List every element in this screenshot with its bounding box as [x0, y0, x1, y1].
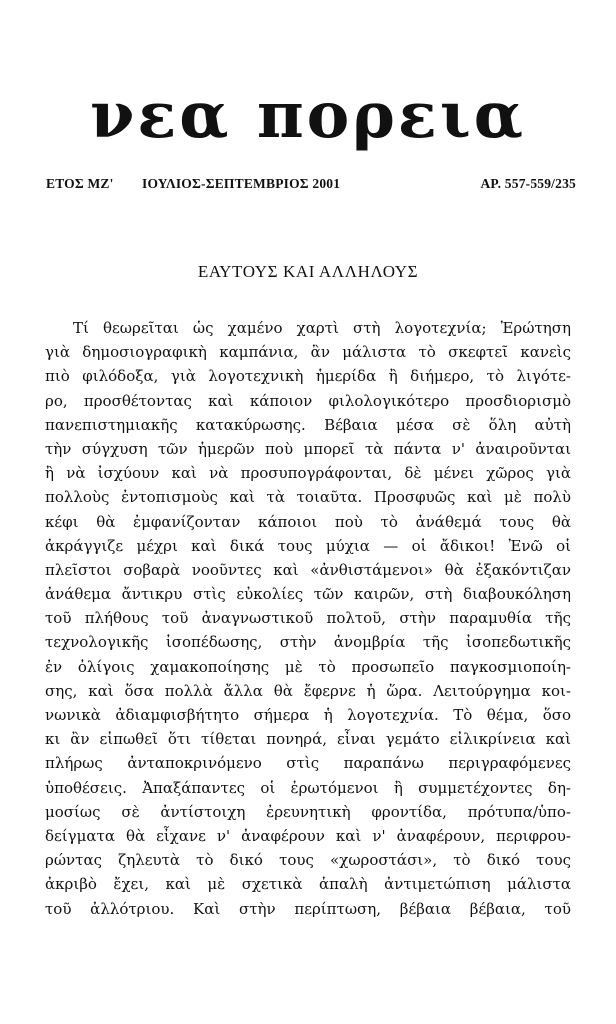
text-line: τοῦ πλήθους τοῦ ἀναγνωστικοῦ πολτοῦ, στὴν παραμυθία τῆς: [45, 609, 571, 628]
text-line: τεχνολογικῆς ἰσοπέδωσης, στὴν ἀνομβρία τῆς ἰσοπεδωτικῆς: [45, 633, 571, 652]
text-line: πλεῖστοι σοβαρὰ νοοῦντες καὶ «ἀνθιστάμενοι» θὰ ἐξακόντιζαν: [45, 560, 571, 579]
text-line: γιὰ δημοσιογραφικὴ καμπάνια, ἂν μάλιστα τὸ σκεφτεῖ κανεὶς: [45, 343, 571, 362]
article-body: [45, 316, 571, 921]
masthead-title: νεα πορεια: [89, 78, 527, 153]
text-line: ἐν ὀλίγοις χαμακοποίησης μὲ τὸ προσωπεῖο παγκοσμιοποίη-: [45, 657, 571, 676]
issue-number: ΑΡ. 557-559/235: [480, 176, 576, 191]
text-line: σης, καὶ ὅσα πολλὰ ἄλλα θὰ ἔφερνε ἡ ὥρα. Λειτούργημα κοι-: [45, 681, 571, 700]
article-title: ΕΑΥΤΟΥΣ ΚΑΙ ΑΛΛΗΛΟΥΣ: [197, 262, 419, 281]
text-line: ἢ νὰ ἰσχύουν καὶ νὰ προσυπογράφονται, δὲ μένει χῶρος γιὰ: [45, 464, 571, 483]
issue-year: ΕΤΟΣ ΜΖ': [46, 176, 114, 191]
text-line: ρο, προσθέτοντας καὶ κάποιον φιλολογικότερο προσδιορισμὸ: [45, 391, 571, 410]
text-line: ἀκριβὸ ἔχει, καὶ μὲ σχετικὰ ἀπαλὴ ἀντιμετώπιση μάλιστα: [45, 875, 571, 894]
text-line: ρώντας ζηλευτὰ τὸ δικό τους «χωροστάσι», τὸ δικό τους: [45, 851, 571, 870]
text-line: πολλοὺς ἐντοπισμοὺς καὶ τὰ τοιαῦτα. Προσφυῶς καὶ μὲ πολὺ: [45, 488, 571, 507]
text-line: τὴν σύγχυση τῶν ἡμερῶν ποὺ μπορεῖ τὰ πάντα ν' ἀναιροῦνται: [45, 439, 571, 458]
text-line: πιὸ φιλόδοξα, γιὰ λογοτεχνικὴ ἡμερίδα ἢ διήμερο, τὸ λιγότε-: [45, 367, 571, 386]
text-line: Τί θεωρεῖται ὡς χαμένο χαρτὶ στὴ λογοτεχνία; Ἐρώτηση: [73, 319, 571, 337]
text-line: κέφι θὰ ἐμφανίζονταν κάποιοι ποὺ τὸ ἀνάθεμά τους θὰ: [45, 512, 571, 531]
issue-date: ΙΟΥΛΙΟΣ-ΣΕΠΤΕΜΒΡΙΟΣ 2001: [142, 176, 341, 191]
text-line: κι ἂν εἰπωθεῖ ὅτι τίθεται πονηρά, εἶναι γεμάτο εἰλικρίνεια καὶ: [45, 730, 571, 749]
text-line: νωνικὰ ἀδιαμφισβήτητο σήμερα ἡ λογοτεχνία. Τὸ θέμα, ὅσο: [45, 706, 571, 724]
text-line: πανεπιστημιακῆς κατακύρωσης. Βέβαια μέσα σὲ ὅλη αὐτὴ: [45, 415, 571, 434]
text-line: δείγματα θὰ εἶχανε ν' ἀναφέρουν καὶ ν' ἀναφέρουν, περιφρου-: [45, 826, 571, 845]
text-line: ὑποθέσεις. Ἀπαξάπαντες οἱ ἐρωτόμενοι ἢ συμμετέχοντες δη-: [45, 778, 571, 797]
text-line: τοῦ ἀλλότριου. Καὶ στὴν περίπτωση, βέβαια βέβαια, τοῦ: [45, 899, 571, 918]
text-line: μοσίως σὲ ἀντίστοιχη ἐρευνητικὴ φροντίδα, πρότυπα/ὑπο-: [45, 802, 571, 821]
text-line: ἀκράγγιζε μέχρι καὶ δικά τους μύχια — οἱ ἄδικοι! Ἐνῶ οἱ: [45, 536, 571, 555]
text-line: πλήρως ἀνταποκρινόμενο στὶς παραπάνω περιγραφόμενες: [45, 754, 571, 773]
text-line: ἀνάθεμα ἄντικρυ στὶς εὐκολίες τῶν καιρῶν, στὴ διαβουκόληση: [45, 585, 571, 604]
